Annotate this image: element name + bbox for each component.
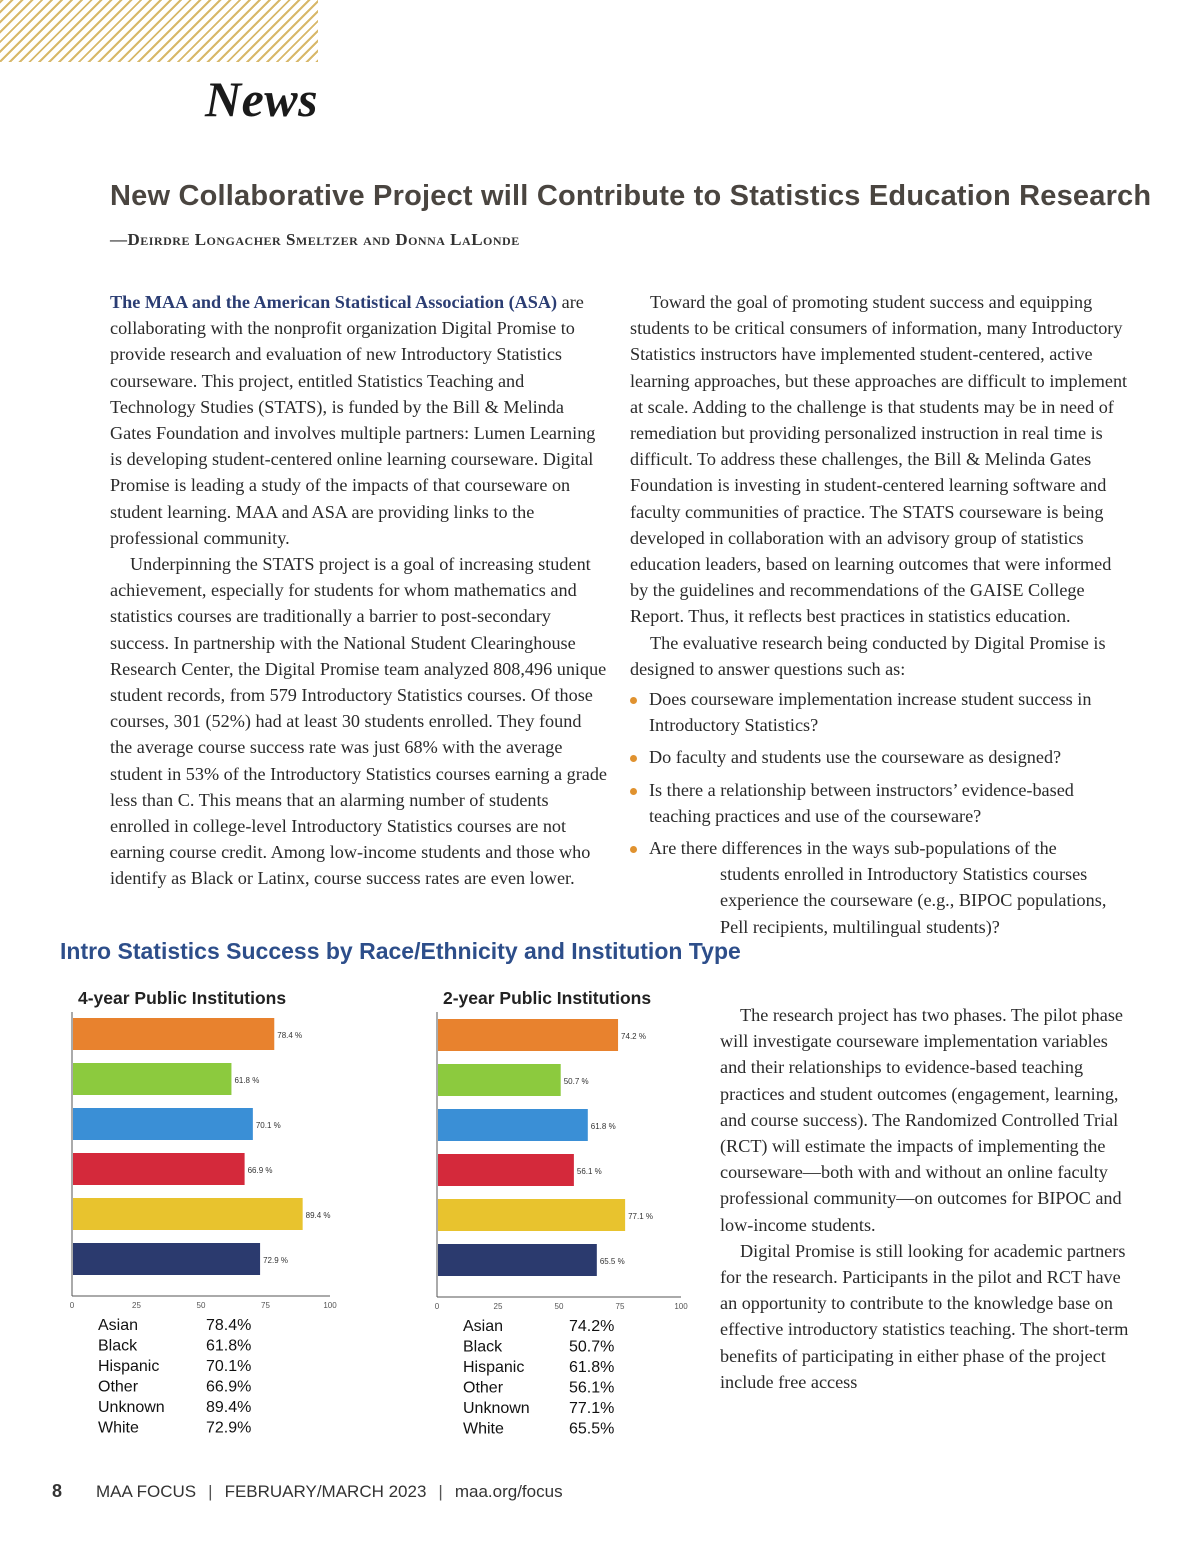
question-list: [630, 686, 1128, 940]
bar-label: 61.8 %: [590, 1122, 616, 1131]
bar-label: 65.5 %: [599, 1257, 625, 1266]
decorative-stripes: [0, 0, 318, 62]
legend-value: 50.7%: [569, 1338, 615, 1356]
paragraph-3: Toward the goal of promoting student success and equipping students to be critical consumers of information, many Introductory Statistics instructors have implemented student-centered, active learning approaches, but these approaches are difficult to implement at scale. Adding to the challenge is that students may be in need of remediation but providing personalized instruction in real time is difficult. To address these challenges, the Bill & Melinda Gates Foundation is investing in student-centered learning software and faculty communities of practice. The STATS courseware is being developed in collaboration with an advisory group of statistics education leaders, based on learning outcomes that were informed by the guidelines and recommendations of the GAISE College Report. Thus, it reflects best practices in statistics education.: [630, 292, 1128, 627]
legend-category: Other: [463, 1379, 504, 1397]
bar-black: [73, 1063, 231, 1095]
legend-category: Other: [98, 1378, 139, 1396]
paragraph-6: Digital Promise is still looking for academic partners for the research. Participants in the pilot and RCT have an opportunity to contribute to the knowledge base on effective introductory statistics teaching. The short-term benefits of participating in either phase of the project include free access: [720, 1240, 1129, 1392]
x-tick-label: 50: [196, 1301, 206, 1310]
paragraph-5: The research project has two phases. The pilot phase will investigate courseware implementation variables and their relationships to evidence-based teaching practices and student outcomes (engagement, learning, and course success). The Randomized Controlled Trial (RCT) will estimate the impacts of implementing the courseware—both with and without an online faculty professional community—on outcomes for BIPOC and low-income students.: [720, 1005, 1123, 1235]
legend-value: 77.1%: [569, 1400, 615, 1417]
bar-hispanic: [73, 1108, 253, 1140]
bar-white: [73, 1243, 260, 1275]
bullet-icon: [630, 846, 637, 853]
x-tick-label: 0: [434, 1302, 440, 1311]
bar-hispanic: [438, 1109, 588, 1141]
list-item: Do faculty and students use the courseware as designed?: [630, 744, 1128, 770]
right-column-lower: [720, 1002, 1130, 1395]
bar-other: [73, 1153, 245, 1185]
bullet-icon: [630, 755, 637, 762]
bar-label: 61.8 %: [234, 1076, 260, 1085]
paragraph-4: The evaluative research being conducted by Digital Promise is designed to answer questions such as:: [630, 632, 1106, 679]
x-tick-label: 100: [674, 1302, 688, 1311]
lead-in: The MAA and the American Statistical Association (ASA): [110, 292, 558, 312]
legend-value: 61.8%: [206, 1337, 252, 1355]
bar-unknown: [73, 1198, 303, 1230]
bullet-icon: [630, 788, 637, 795]
bar-asian: [73, 1018, 274, 1050]
x-tick-label: 75: [615, 1302, 625, 1311]
chart-heading: Intro Statistics Success by Race/Ethnicity and Institution Type: [60, 938, 741, 964]
legend-value: 89.4%: [206, 1399, 252, 1416]
legend-value: 66.9%: [206, 1378, 252, 1396]
legend-category: Asian: [463, 1318, 504, 1335]
right-column: [630, 289, 1128, 946]
paragraph-1-text: are collaborating with the nonprofit organization Digital Promise to provide research and evaluation of new Introductory Statistics courseware. This project, entitled Statistics Teaching and Technology Studies (STATS), is funded by the Bill & Melinda Gates Foundation and involves multiple partners: Lumen Learning is developing student-centered online learning courseware. Digital Promise is leading a study of the impacts of that courseware on student learning. MAA and ASA are providing links to the professional community.: [110, 292, 596, 548]
bar-asian: [438, 1019, 618, 1051]
bar-label: 66.9 %: [247, 1166, 273, 1175]
list-item: Does courseware implementation increase student success in Introductory Statistics?: [630, 686, 1128, 738]
section-title: News: [205, 71, 319, 127]
bar-label: 72.9 %: [263, 1256, 288, 1265]
bar-label: 78.4 %: [277, 1031, 303, 1040]
page-number: 8: [52, 1481, 63, 1501]
legend-category: Hispanic: [463, 1359, 525, 1376]
list-item: Is there a relationship between instructors’ evidence-based teaching practices and use of the courseware?: [630, 777, 1128, 829]
legend-category: White: [98, 1419, 139, 1437]
bar-label: 70.1 %: [255, 1121, 281, 1130]
legend-category: Asian: [98, 1317, 139, 1334]
chart-2-year: [423, 982, 703, 1442]
bar-black: [438, 1064, 561, 1096]
bullet-icon: [630, 697, 637, 704]
paragraph-1: [110, 289, 608, 551]
footer-url: maa.org/focus: [454, 1482, 563, 1501]
page-footer: [52, 1481, 563, 1502]
magazine-name: MAA FOCUS: [96, 1482, 197, 1501]
x-tick-label: 75: [261, 1301, 270, 1310]
bar-label: 74.2 %: [621, 1032, 646, 1041]
x-tick-label: 25: [493, 1302, 503, 1311]
chart-title: 2-year Public Institutions: [443, 988, 652, 1008]
legend-value: 65.5%: [569, 1420, 615, 1438]
legend-value: 72.9%: [206, 1419, 252, 1437]
chart-title: 4-year Public Institutions: [78, 988, 287, 1008]
bar-other: [438, 1154, 574, 1186]
x-tick-label: 50: [554, 1302, 564, 1311]
legend-value: 70.1%: [206, 1358, 252, 1375]
bar-label: 77.1 %: [628, 1212, 654, 1221]
legend-value: 56.1%: [569, 1379, 615, 1397]
bar-label: 89.4 %: [305, 1211, 331, 1220]
article-title: New Collaborative Project will Contribute to Statistics Education Research: [110, 180, 1152, 212]
paragraph-2: Underpinning the STATS project is a goal of increasing student achievement, especially for students for whom mathematics and statistics courses are traditionally a barrier to post-secondary success. In partnership with the National Student Clearinghouse Research Center, the Digital Promise team analyzed 808,496 unique student records, from 579 Introductory Statistics courses. Of those courses, 301 (52%) had at least 30 students enrolled. They found the average course success rate was just 68% with the average student in 53% of the Introductory Statistics courses earning a grade less than C. This means that an alarming number of students enrolled in college-level Introductory Statistics courses are not earning course credit. Among low-income students and those who identify as Black or Latinx, course success rates are even lower.: [110, 554, 607, 889]
legend-category: Black: [463, 1338, 503, 1356]
legend-category: Unknown: [98, 1399, 165, 1416]
bar-white: [438, 1244, 597, 1276]
bar-label: 56.1 %: [576, 1167, 602, 1176]
footer-separator: |: [208, 1482, 213, 1501]
x-tick-label: 0: [69, 1301, 75, 1310]
list-item: Are there differences in the ways sub-populations of the students enrolled in Introductory Statistics courses experience the courseware (e.g., BIPOC populations, Pell recipients, multilingual students)?: [630, 835, 1128, 940]
bar-unknown: [438, 1199, 625, 1231]
legend-value: 78.4%: [206, 1317, 252, 1334]
bar-label: 50.7 %: [563, 1077, 589, 1086]
legend-category: White: [463, 1420, 504, 1438]
chart-4-year: [58, 982, 358, 1442]
issue-date: FEBRUARY/MARCH 2023: [224, 1482, 427, 1501]
legend-category: Black: [98, 1337, 138, 1355]
x-tick-label: 100: [323, 1301, 337, 1310]
x-tick-label: 25: [132, 1301, 141, 1310]
legend-value: 74.2%: [569, 1318, 615, 1335]
article-byline: —Deirdre Longacher Smeltzer and Donna LaLonde: [110, 230, 520, 249]
legend-value: 61.8%: [569, 1359, 615, 1376]
legend-category: Unknown: [463, 1400, 530, 1417]
footer-separator: |: [438, 1482, 443, 1501]
left-column: [110, 289, 608, 892]
legend-category: Hispanic: [98, 1358, 160, 1375]
